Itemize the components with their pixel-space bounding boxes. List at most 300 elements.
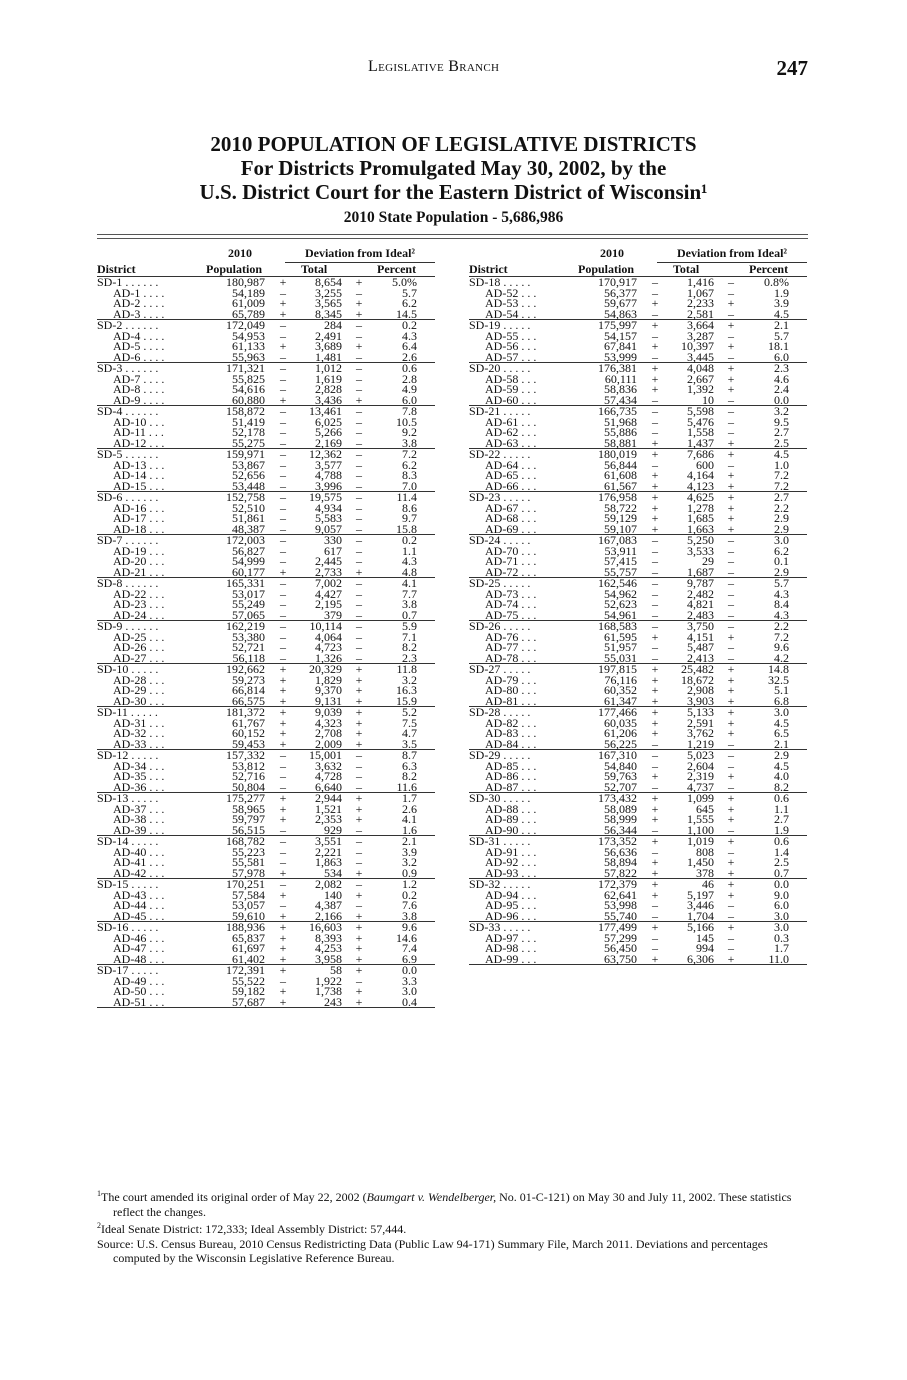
- total-sign: +: [279, 392, 287, 407]
- district-name: AD-22 . . .: [113, 586, 165, 601]
- total-deviation: 9,131: [315, 693, 342, 708]
- total-deviation: 13,461: [309, 404, 342, 418]
- percent-deviation: 5.7: [774, 576, 789, 590]
- total-sign: +: [279, 994, 287, 1009]
- total-deviation: 2,445: [315, 554, 342, 568]
- district-name: AD-18 . . .: [113, 521, 165, 536]
- population: 52,716: [232, 769, 265, 783]
- population: 56,377: [604, 285, 637, 300]
- total-deviation: 16,603: [309, 920, 342, 934]
- percent-deviation: 6.8: [774, 693, 789, 708]
- district-name: AD-65 . . .: [485, 468, 537, 482]
- total-deviation: 2,319: [687, 769, 714, 783]
- district-group: [469, 750, 807, 793]
- population: 60,177: [232, 564, 265, 579]
- percent-sign: –: [728, 306, 734, 321]
- percent-sign: –: [728, 930, 734, 945]
- percent-sign: –: [728, 898, 734, 912]
- population: 56,844: [604, 457, 637, 472]
- percent-sign: +: [355, 791, 363, 805]
- population: 188,936: [226, 920, 265, 934]
- percent-sign: –: [356, 371, 362, 386]
- total-deviation: 3,762: [687, 726, 714, 740]
- percent-deviation: 3.2: [774, 404, 789, 418]
- percent-sign: –: [728, 564, 734, 579]
- total-deviation: 140: [324, 887, 342, 902]
- header-deviation: Deviation from Ideal²: [285, 246, 435, 263]
- total-deviation: 5,197: [687, 887, 714, 902]
- percent-sign: –: [356, 361, 362, 375]
- district-name: AD-91 . . .: [485, 844, 537, 859]
- total-sign: +: [651, 726, 659, 740]
- total-deviation: 284: [324, 318, 342, 332]
- percent-sign: +: [355, 994, 363, 1009]
- total-sign: –: [280, 285, 286, 300]
- footnote-case-name: Baumgart v. Wendelberger,: [366, 1190, 497, 1204]
- population: 152,758: [226, 490, 265, 504]
- total-sign: +: [651, 478, 659, 493]
- population: 159,971: [226, 447, 265, 461]
- percent-sign: +: [355, 726, 363, 740]
- population: 53,448: [232, 478, 265, 493]
- total-deviation: 2,667: [687, 371, 714, 386]
- percent-sign: –: [356, 597, 362, 611]
- district-name: AD-95 . . .: [485, 898, 537, 912]
- population: 52,510: [232, 500, 265, 515]
- district-name: AD-77 . . .: [485, 640, 537, 654]
- district-group: [97, 492, 435, 535]
- total-deviation: 379: [324, 607, 342, 622]
- population: 53,057: [232, 898, 265, 912]
- percent-deviation: 3.2: [402, 855, 417, 869]
- percent-sign: –: [728, 758, 734, 773]
- total-deviation: 6,025: [315, 414, 342, 429]
- total-deviation: 5,487: [687, 640, 714, 654]
- percent-sign: +: [355, 715, 363, 730]
- percent-deviation: 4.3: [402, 554, 417, 568]
- district-name: AD-21 . . .: [113, 564, 165, 579]
- district-group: [469, 664, 807, 707]
- total-deviation: 1,450: [687, 855, 714, 869]
- percent-sign: –: [356, 834, 362, 848]
- percent-sign: –: [356, 576, 362, 590]
- total-deviation: 19,575: [309, 490, 342, 504]
- percent-deviation: 2.5: [774, 855, 789, 869]
- percent-sign: –: [356, 822, 362, 837]
- district-name: AD-19 . . .: [113, 543, 165, 558]
- percent-deviation: 6.0: [774, 349, 789, 364]
- population: 197,815: [598, 662, 637, 676]
- percent-deviation: 6.9: [402, 951, 417, 966]
- total-sign: +: [651, 361, 659, 375]
- district-group: [97, 277, 435, 320]
- percent-sign: +: [355, 705, 363, 719]
- district-name: AD-52 . . .: [485, 285, 537, 300]
- total-sign: +: [279, 963, 287, 977]
- population: 61,206: [604, 726, 637, 740]
- percent-deviation: 8.2: [774, 779, 789, 794]
- percent-deviation: 7.6: [402, 898, 417, 912]
- total-sign: +: [279, 564, 287, 579]
- district-name: AD-74 . . .: [485, 597, 537, 611]
- population: 54,840: [604, 758, 637, 773]
- header-total: Total: [673, 262, 700, 276]
- percent-deviation: 4.3: [402, 328, 417, 343]
- percent-deviation: 8.3: [402, 468, 417, 482]
- percent-sign: –: [728, 392, 734, 407]
- footnote-text: The court amended its original order of May 22, 2002 (: [101, 1190, 367, 1204]
- percent-sign: –: [356, 285, 362, 300]
- percent-sign: –: [728, 597, 734, 611]
- population: 58,089: [604, 801, 637, 816]
- population: 56,636: [604, 844, 637, 859]
- total-sign: –: [280, 349, 286, 364]
- percent-deviation: 6.2: [402, 296, 417, 310]
- total-sign: –: [652, 779, 658, 794]
- district-name: AD-13 . . .: [113, 457, 165, 472]
- percent-sign: –: [728, 285, 734, 300]
- district-name: AD-38 . . .: [113, 812, 165, 826]
- total-deviation: 1,099: [687, 791, 714, 805]
- total-sign: –: [280, 629, 286, 644]
- total-deviation: 1,685: [687, 511, 714, 525]
- total-deviation: 2,233: [687, 296, 714, 310]
- population: 181,372: [226, 705, 265, 719]
- percent-deviation: 3.2: [402, 672, 417, 687]
- total-deviation: 3,689: [315, 339, 342, 353]
- total-deviation: 2,482: [687, 586, 714, 601]
- header-total: Total: [301, 262, 328, 276]
- percent-sign: +: [355, 812, 363, 826]
- population: 58,836: [604, 382, 637, 396]
- percent-sign: +: [355, 296, 363, 310]
- total-deviation: 994: [696, 941, 714, 955]
- percent-deviation: 3.0: [774, 705, 789, 719]
- total-sign: –: [280, 478, 286, 493]
- percent-deviation: 2.9: [774, 521, 789, 536]
- total-deviation: 8,345: [315, 306, 342, 321]
- district-name: AD-4 . . . .: [113, 328, 165, 343]
- total-deviation: 2,166: [315, 908, 342, 923]
- total-deviation: 3,632: [315, 758, 342, 773]
- population: 51,957: [604, 640, 637, 654]
- percent-sign: +: [727, 705, 735, 719]
- total-deviation: 4,151: [687, 629, 714, 644]
- population: 162,219: [226, 619, 265, 633]
- total-deviation: 2,491: [315, 328, 342, 343]
- district-name: SD-23 . . . . .: [469, 490, 531, 504]
- total-sign: –: [652, 414, 658, 429]
- district-name: SD-9 . . . . . .: [97, 619, 159, 633]
- district-group: [97, 836, 435, 879]
- population: 51,861: [232, 511, 265, 525]
- district-name: AD-12 . . .: [113, 435, 165, 450]
- total-sign: –: [280, 543, 286, 558]
- percent-deviation: 0.0: [774, 392, 789, 407]
- section-title: Legislative Branch: [368, 58, 500, 75]
- district-name: AD-75 . . .: [485, 607, 537, 622]
- total-sign: –: [280, 855, 286, 869]
- total-sign: +: [651, 447, 659, 461]
- population: 54,999: [232, 554, 265, 568]
- percent-deviation: 11.0: [768, 951, 789, 966]
- total-deviation: 5,133: [687, 705, 714, 719]
- total-sign: –: [280, 779, 286, 794]
- percent-sign: +: [727, 629, 735, 644]
- percent-deviation: 14.5: [396, 306, 417, 321]
- total-deviation: 2,413: [687, 650, 714, 665]
- percent-deviation: 1.1: [402, 543, 417, 558]
- total-deviation: 1,555: [687, 812, 714, 826]
- percent-deviation: 6.4: [402, 339, 417, 353]
- population: 180,019: [598, 447, 637, 461]
- percent-sign: +: [355, 693, 363, 708]
- total-sign: –: [280, 318, 286, 332]
- footnote-mark: 2: [97, 1221, 101, 1230]
- percent-sign: –: [356, 447, 362, 461]
- total-deviation: 5,250: [687, 533, 714, 547]
- table-subtitle: 2010 State Population - 5,686,986: [343, 209, 564, 226]
- percent-sign: –: [356, 629, 362, 644]
- population: 66,814: [232, 683, 265, 697]
- total-deviation: 20,329: [309, 662, 342, 676]
- total-deviation: 5,166: [687, 920, 714, 934]
- population: 61,402: [232, 951, 265, 966]
- total-deviation: 3,436: [315, 392, 342, 407]
- district-name: AD-44 . . .: [113, 898, 165, 912]
- assembly-row: [97, 994, 435, 1009]
- population: 53,999: [604, 349, 637, 364]
- percent-sign: –: [728, 275, 734, 289]
- percent-deviation: 2.3: [774, 361, 789, 375]
- total-sign: –: [280, 586, 286, 601]
- population: 51,419: [232, 414, 265, 429]
- percent-deviation: 7.2: [774, 468, 789, 482]
- district-name: AD-1 . . . .: [113, 285, 165, 300]
- total-deviation: 58: [330, 963, 342, 977]
- population: 52,178: [232, 425, 265, 439]
- total-sign: –: [280, 511, 286, 525]
- footnote-2: [97, 1219, 808, 1237]
- population: 55,963: [232, 349, 265, 364]
- percent-sign: –: [728, 941, 734, 955]
- percent-deviation: 4.6: [774, 371, 789, 386]
- total-deviation: 4,788: [315, 468, 342, 482]
- total-sign: –: [652, 650, 658, 665]
- total-deviation: 4,625: [687, 490, 714, 504]
- population: 61,567: [604, 478, 637, 493]
- total-sign: +: [651, 296, 659, 310]
- percent-sign: –: [728, 425, 734, 439]
- district-group: [469, 621, 807, 664]
- total-deviation: 9,787: [687, 576, 714, 590]
- total-deviation: 3,445: [687, 349, 714, 364]
- total-deviation: 5,598: [687, 404, 714, 418]
- percent-deviation: 1.7: [774, 941, 789, 955]
- district-name: AD-93 . . .: [485, 865, 537, 880]
- header-district: District: [469, 262, 508, 276]
- percent-deviation: 1.9: [774, 822, 789, 837]
- total-sign: –: [280, 607, 286, 622]
- total-sign: –: [280, 435, 286, 450]
- percent-deviation: 6.2: [774, 543, 789, 558]
- total-deviation: 2,082: [315, 877, 342, 891]
- total-sign: +: [651, 662, 659, 676]
- total-deviation: 600: [696, 457, 714, 472]
- population: 60,111: [604, 371, 637, 386]
- population: 175,997: [598, 318, 637, 332]
- percent-sign: –: [356, 779, 362, 794]
- percent-deviation: 7.1: [402, 629, 417, 644]
- total-sign: +: [651, 715, 659, 730]
- population: 52,656: [232, 468, 265, 482]
- percent-sign: +: [727, 447, 735, 461]
- population: 56,118: [232, 650, 265, 665]
- district-name: AD-39 . . .: [113, 822, 165, 837]
- total-sign: –: [280, 382, 286, 396]
- population: 57,065: [232, 607, 265, 622]
- percent-sign: +: [727, 769, 735, 783]
- population: 54,962: [604, 586, 637, 601]
- total-sign: –: [280, 877, 286, 891]
- population: 52,707: [604, 779, 637, 794]
- total-sign: +: [651, 468, 659, 482]
- total-deviation: 2,353: [315, 812, 342, 826]
- total-deviation: 617: [324, 543, 342, 558]
- total-deviation: 2,581: [687, 306, 714, 321]
- district-name: SD-4 . . . . . .: [97, 404, 159, 418]
- district-name: AD-5 . . . .: [113, 339, 165, 353]
- total-sign: –: [652, 285, 658, 300]
- total-deviation: 1,829: [315, 672, 342, 687]
- percent-sign: –: [728, 822, 734, 837]
- district-name: AD-68 . . .: [485, 511, 537, 525]
- total-deviation: 4,164: [687, 468, 714, 482]
- population: 61,133: [232, 339, 265, 353]
- district-group: [469, 449, 807, 492]
- population: 58,999: [604, 812, 637, 826]
- total-sign: –: [652, 349, 658, 364]
- population: 50,804: [232, 779, 265, 794]
- population: 65,789: [232, 306, 265, 321]
- total-deviation: 645: [696, 801, 714, 816]
- district-name: AD-40 . . .: [113, 844, 165, 859]
- total-deviation: 3,551: [315, 834, 342, 848]
- percent-sign: –: [356, 468, 362, 482]
- percent-deviation: 8.7: [402, 748, 417, 762]
- total-sign: –: [652, 640, 658, 654]
- population: 67,841: [604, 339, 637, 353]
- population: 56,827: [232, 543, 265, 558]
- percent-deviation: 11.6: [396, 779, 417, 794]
- percent-sign: +: [727, 371, 735, 386]
- percent-deviation: 4.8: [402, 564, 417, 579]
- district-name: AD-82 . . .: [485, 715, 537, 730]
- percent-deviation: 15.8: [396, 521, 417, 536]
- total-deviation: 15,001: [309, 748, 342, 762]
- total-deviation: 145: [696, 930, 714, 945]
- population: 54,953: [232, 328, 265, 343]
- total-sign: –: [652, 275, 658, 289]
- district-name: AD-7 . . . .: [113, 371, 165, 386]
- population: 63,750: [604, 951, 637, 966]
- total-sign: –: [652, 543, 658, 558]
- total-sign: +: [651, 629, 659, 644]
- total-sign: –: [280, 447, 286, 461]
- total-sign: +: [279, 693, 287, 708]
- total-sign: –: [280, 533, 286, 547]
- total-deviation: 1,278: [687, 500, 714, 515]
- total-deviation: 3,446: [687, 898, 714, 912]
- population: 61,595: [604, 629, 637, 644]
- district-name: AD-2 . . . .: [113, 296, 165, 310]
- percent-deviation: 7.2: [402, 447, 417, 461]
- district-name: AD-48 . . .: [113, 951, 165, 966]
- population: 170,917: [598, 275, 637, 289]
- percent-deviation: 3.0: [774, 908, 789, 923]
- total-sign: –: [652, 930, 658, 945]
- population: 54,157: [604, 328, 637, 343]
- district-name: AD-79 . . .: [485, 672, 537, 687]
- district-name: SD-5 . . . . . .: [97, 447, 159, 461]
- footnote-text: Ideal Senate District: 172,333; Ideal Assembly District: 57,444.: [101, 1222, 407, 1236]
- percent-sign: +: [355, 963, 363, 977]
- population: 55,031: [604, 650, 637, 665]
- population: 61,697: [232, 941, 265, 955]
- percent-deviation: 2.1: [402, 834, 417, 848]
- total-sign: –: [280, 619, 286, 633]
- total-sign: –: [280, 898, 286, 912]
- district-group: [469, 578, 807, 621]
- percent-sign: –: [728, 640, 734, 654]
- percent-sign: –: [356, 328, 362, 343]
- percent-sign: +: [355, 951, 363, 966]
- total-sign: –: [652, 404, 658, 418]
- population: 59,763: [604, 769, 637, 783]
- population: 55,757: [604, 564, 637, 579]
- percent-deviation: 4.5: [774, 447, 789, 461]
- district-name: AD-54 . . .: [485, 306, 537, 321]
- percent-deviation: 4.5: [774, 758, 789, 773]
- total-deviation: 10: [702, 392, 714, 407]
- total-deviation: 10,114: [309, 619, 342, 633]
- percent-deviation: 0.4: [402, 994, 417, 1009]
- district-name: AD-46 . . .: [113, 930, 165, 945]
- district-name: AD-81 . . .: [485, 693, 537, 708]
- total-sign: –: [280, 597, 286, 611]
- footnotes: [97, 1187, 808, 1266]
- total-deviation: 1,704: [687, 908, 714, 923]
- percent-deviation: 9.0: [774, 887, 789, 902]
- total-sign: +: [651, 834, 659, 848]
- district-group: [97, 879, 435, 922]
- district-name: AD-15 . . .: [113, 478, 165, 493]
- percent-deviation: 7.5: [402, 715, 417, 730]
- district-name: AD-33 . . .: [113, 736, 165, 751]
- district-name: AD-71 . . .: [485, 554, 537, 568]
- population: 170,251: [226, 877, 265, 891]
- population: 172,379: [598, 877, 637, 891]
- district-name: AD-96 . . .: [485, 908, 537, 923]
- district-name: AD-84 . . .: [485, 736, 537, 751]
- district-name: AD-76 . . .: [485, 629, 537, 644]
- percent-deviation: 2.8: [402, 371, 417, 386]
- population: 55,275: [232, 435, 265, 450]
- percent-deviation: 0.7: [774, 865, 789, 880]
- district-name: AD-51 . . .: [113, 994, 165, 1009]
- total-deviation: 4,427: [315, 586, 342, 601]
- table-body-right: [469, 277, 807, 965]
